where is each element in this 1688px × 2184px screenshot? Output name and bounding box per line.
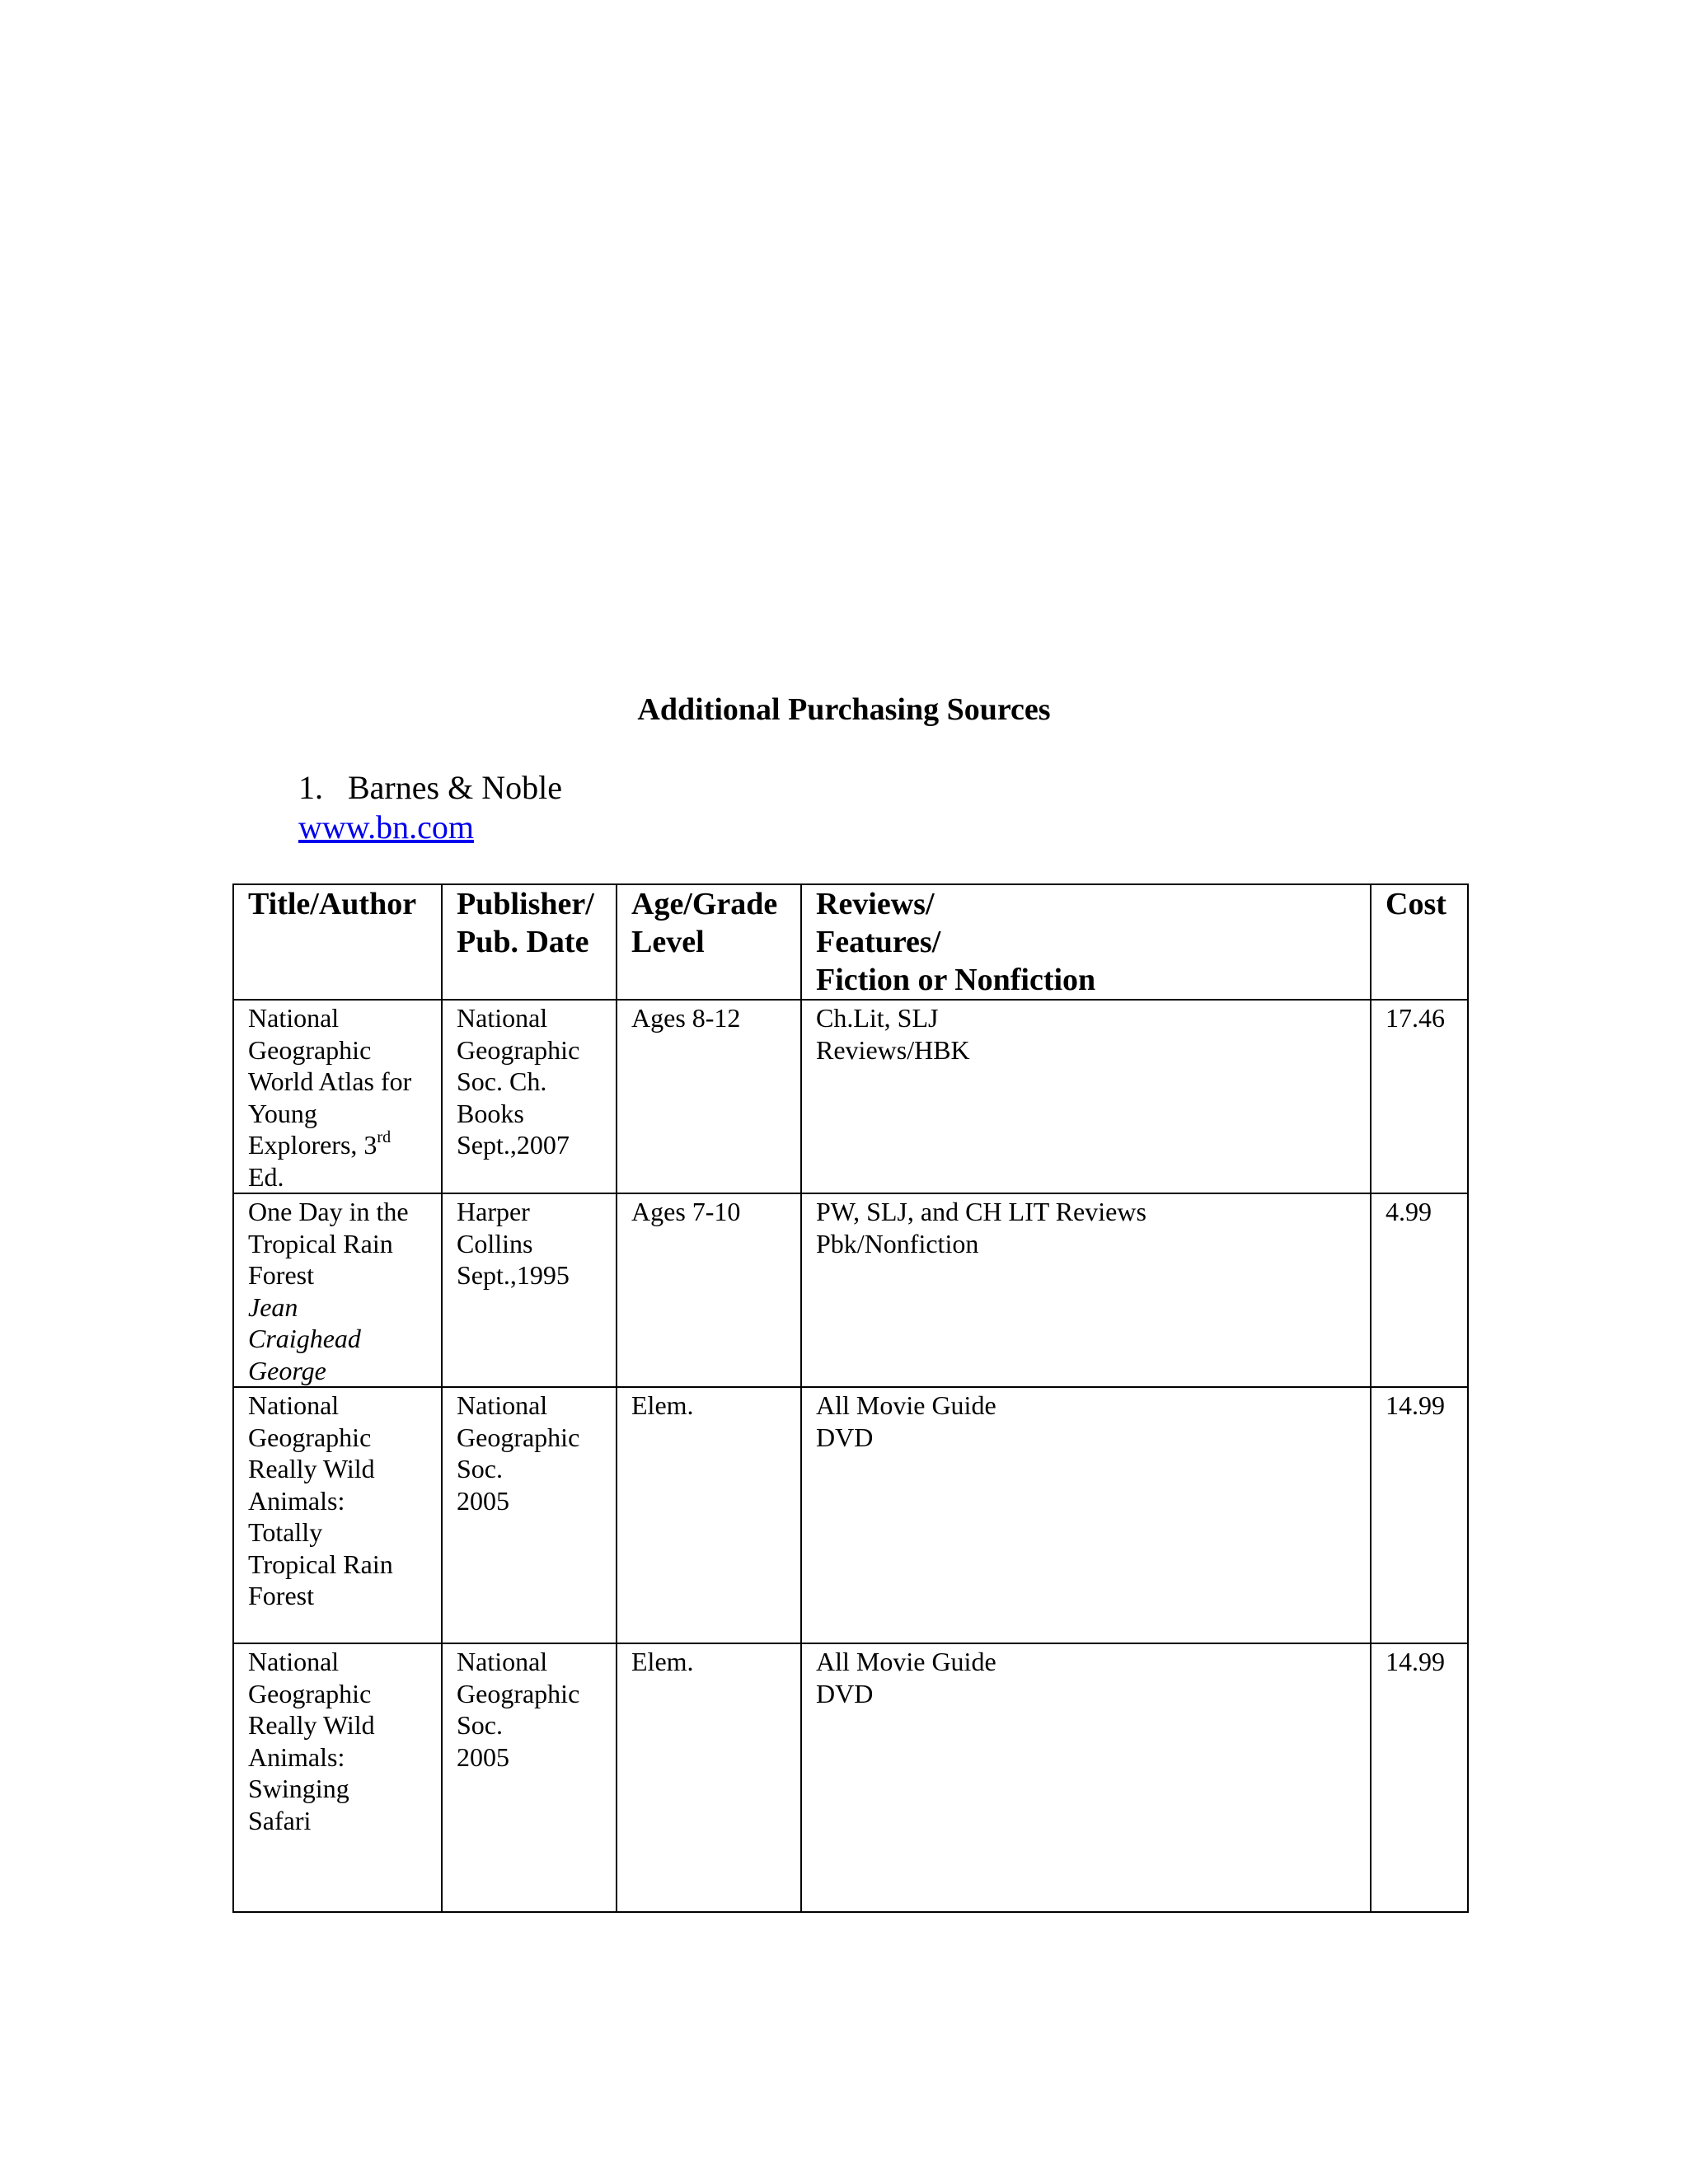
cell-title-author: National Geographic Really Wild Animals: Totally Tropical Rain Forest bbox=[233, 1387, 442, 1643]
table-header-row bbox=[233, 884, 1468, 1000]
author-name: Craighead bbox=[248, 1324, 361, 1353]
cell-reviews: PW, SLJ, and CH LIT Reviews Pbk/Nonfiction bbox=[801, 1193, 1371, 1387]
source-number: 1. bbox=[298, 769, 323, 806]
source-list-item bbox=[298, 768, 562, 808]
cell-cost: 17.46 bbox=[1371, 1000, 1468, 1193]
cell-publisher: National Geographic Soc. 2005 bbox=[442, 1387, 617, 1643]
cell-title-author: National Geographic Really Wild Animals: Swinging Safari bbox=[233, 1643, 442, 1912]
cell-cost: 14.99 bbox=[1371, 1643, 1468, 1912]
source-url-link[interactable]: www.bn.com bbox=[298, 808, 474, 846]
cell-reviews: Ch.Lit, SLJ Reviews/HBK bbox=[801, 1000, 1371, 1193]
cell-publisher: National Geographic Soc. Ch. Books Sept.,2007 bbox=[442, 1000, 617, 1193]
cell-age-grade: Ages 8-12 bbox=[617, 1000, 801, 1193]
cell-age-grade: Elem. bbox=[617, 1643, 801, 1912]
cell-reviews: All Movie Guide DVD bbox=[801, 1643, 1371, 1912]
table-row bbox=[233, 1387, 1468, 1643]
cell-publisher: Harper Collins Sept.,1995 bbox=[442, 1193, 617, 1387]
header-age-grade: Age/Grade Level bbox=[617, 884, 801, 1000]
cell-title-author: One Day in the Tropical Rain Forest Jean Craighead George bbox=[233, 1193, 442, 1387]
table-row bbox=[233, 1193, 1468, 1387]
table-row bbox=[233, 1643, 1468, 1912]
cell-title-author: National Geographic World Atlas for Young Explorers, 3rd Ed. bbox=[233, 1000, 442, 1193]
cell-reviews: All Movie Guide DVD bbox=[801, 1387, 1371, 1643]
header-publisher: Publisher/ Pub. Date bbox=[442, 884, 617, 1000]
source-name: Barnes & Noble bbox=[348, 769, 562, 806]
cell-age-grade: Ages 7-10 bbox=[617, 1193, 801, 1387]
header-cost: Cost bbox=[1371, 884, 1468, 1000]
cell-cost: 14.99 bbox=[1371, 1387, 1468, 1643]
cell-publisher: National Geographic Soc. 2005 bbox=[442, 1643, 617, 1912]
author-name: Jean bbox=[248, 1291, 298, 1322]
cell-cost: 4.99 bbox=[1371, 1193, 1468, 1387]
header-reviews: Reviews/ Features/ Fiction or Nonfiction bbox=[801, 884, 1371, 1000]
table-row bbox=[233, 1000, 1468, 1193]
page-heading: Additional Purchasing Sources bbox=[637, 692, 1051, 727]
author-name: George bbox=[248, 1355, 326, 1385]
books-table bbox=[232, 883, 1469, 1913]
header-title-author: Title/Author bbox=[233, 884, 442, 1000]
cell-age-grade: Elem. bbox=[617, 1387, 801, 1643]
